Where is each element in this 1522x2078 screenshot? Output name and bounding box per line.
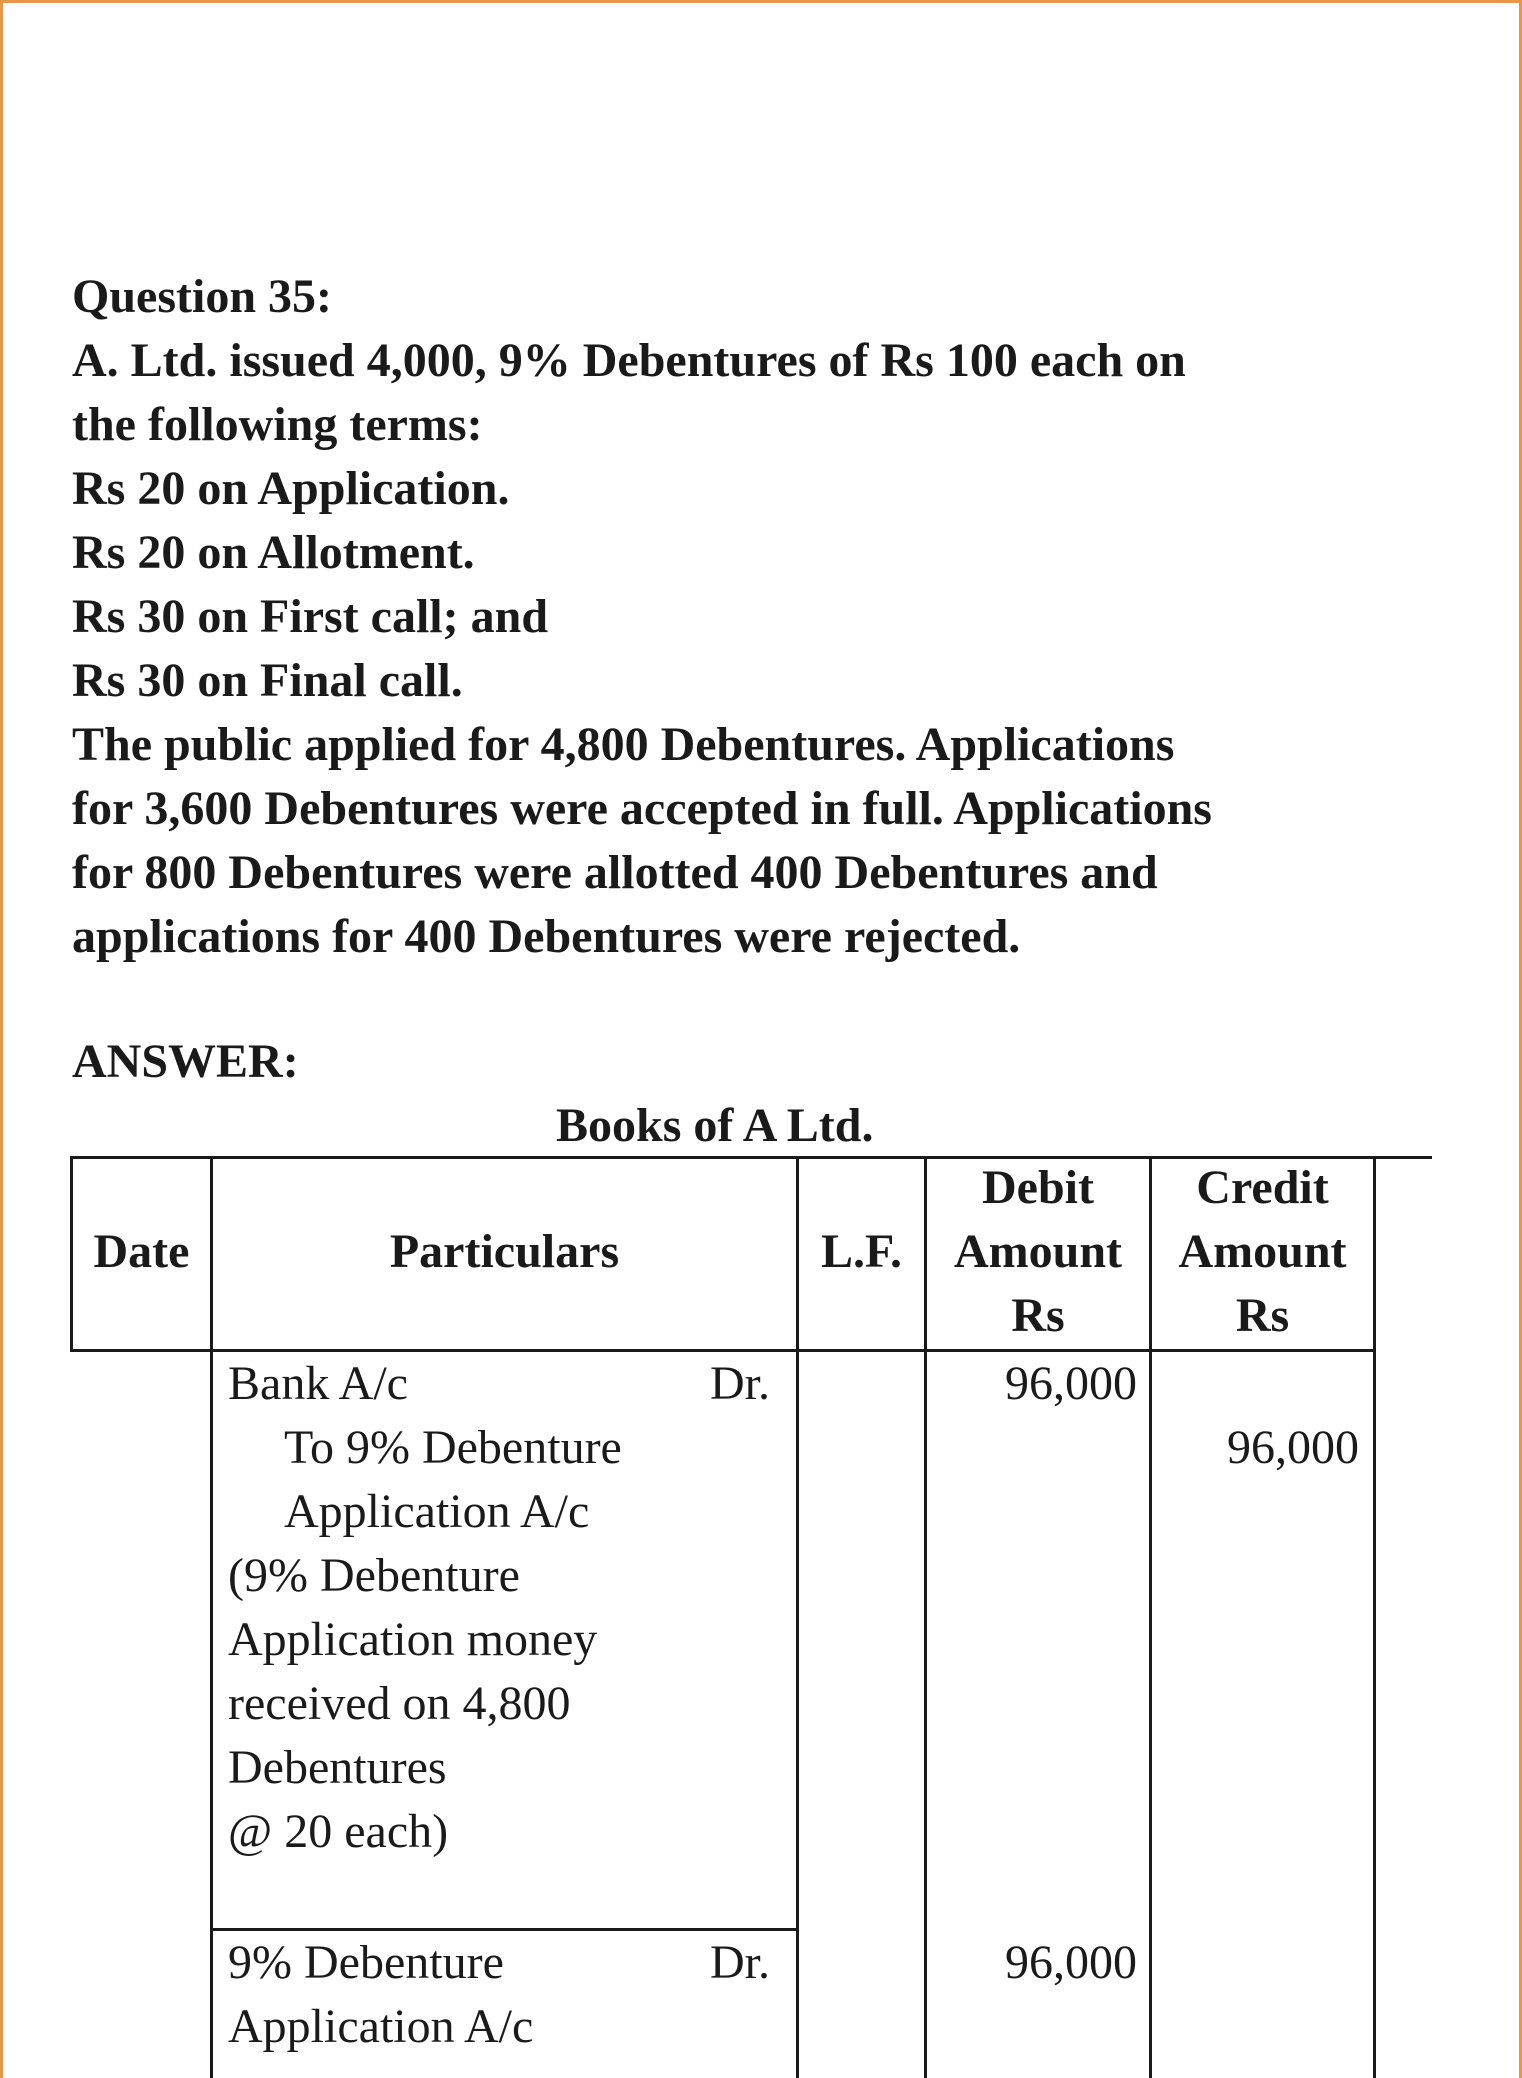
question-line: Rs 20 on Allotment. — [72, 526, 475, 579]
question-line: the following terms: — [72, 398, 483, 451]
entry-debit-account: Bank A/c — [228, 1357, 408, 1410]
credit-right-rule — [1373, 1156, 1376, 2078]
journal-table — [70, 1156, 1432, 2078]
entry-dr-label: Dr. — [710, 1357, 770, 1410]
question-heading: Question 35: — [72, 270, 333, 323]
header-debit-line2: Amount — [953, 1225, 1123, 1278]
header-lf: L.F. — [821, 1225, 902, 1278]
question-line: The public applied for 4,800 Debentures. Applications — [72, 718, 1175, 771]
entry-debit-account-line: Application A/c — [228, 2000, 534, 2053]
entry-credit-amount: 96,000 — [1227, 1421, 1359, 1474]
question-line: Rs 20 on Application. — [72, 462, 510, 515]
header-credit-line1: Credit — [1196, 1161, 1329, 1214]
answer-label: ANSWER: — [72, 1035, 299, 1088]
header-particulars: Particulars — [389, 1225, 620, 1278]
question-line: for 3,600 Debentures were accepted in full. Applications — [72, 782, 1212, 835]
question-line: for 800 Debentures were allotted 400 Debentures and — [72, 846, 1158, 899]
entry-narration-line: (9% Debenture — [228, 1549, 520, 1602]
entry-debit-amount: 96,000 — [1005, 1936, 1137, 1989]
particulars-lf-rule — [796, 1156, 799, 2078]
entry-narration-line: received on 4,800 — [228, 1677, 571, 1730]
entry-dr-label: Dr. — [710, 1936, 770, 1989]
question-line: A. Ltd. issued 4,000, 9% Debentures of Rs 100 each on — [72, 334, 1186, 387]
question-line: Rs 30 on Final call. — [72, 654, 463, 707]
entry-narration-line: Application money — [228, 1613, 598, 1666]
entry-credit-account-line: Application A/c — [284, 1485, 590, 1538]
header-debit-line3: Rs — [1011, 1289, 1065, 1342]
question-line: Rs 30 on First call; and — [72, 590, 549, 643]
question-line: applications for 400 Debentures were rejected. — [72, 910, 1021, 963]
entry-narration-line: @ 20 each) — [228, 1805, 449, 1858]
entry-narration-line: Debentures — [228, 1741, 447, 1794]
entry-credit-account-line: To 9% Debenture — [284, 1421, 622, 1474]
date-particulars-rule — [210, 1156, 213, 2078]
entry-debit-amount: 96,000 — [1005, 1357, 1137, 1410]
books-title: Books of A Ltd. — [556, 1099, 874, 1152]
header-credit-line2: Amount — [1178, 1225, 1347, 1278]
entry-debit-account-line: 9% Debenture — [228, 1936, 504, 1989]
question-block — [72, 265, 1472, 969]
header-date: Date — [93, 1225, 190, 1278]
header-debit-line1: Debit — [982, 1161, 1094, 1214]
header-credit-line3: Rs — [1235, 1289, 1290, 1342]
